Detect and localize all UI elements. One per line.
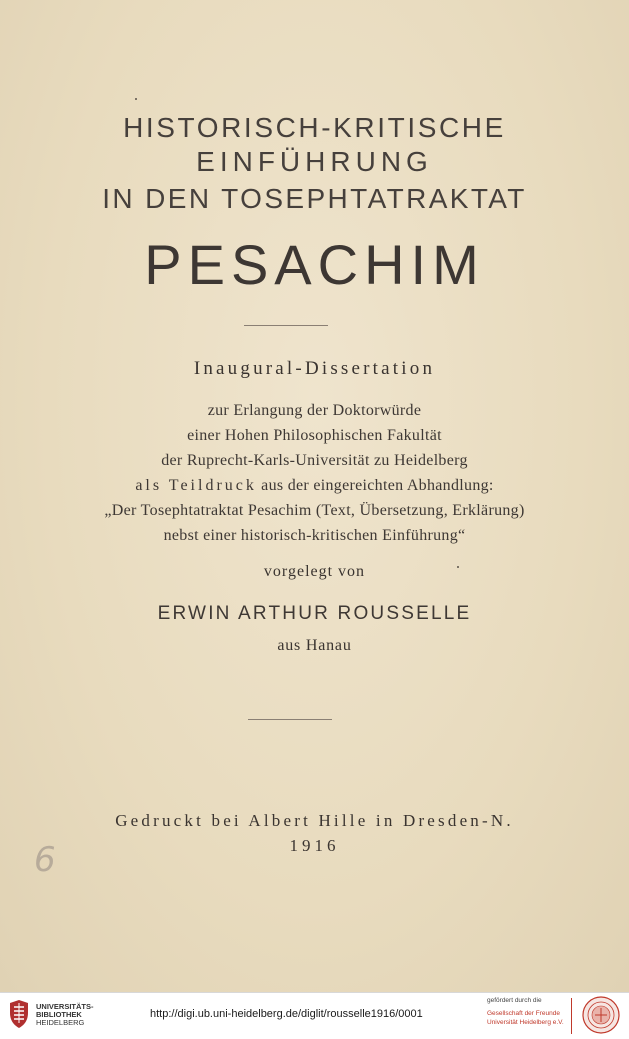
- author-origin: aus Hanau: [277, 637, 352, 654]
- library-name-line-2: BIBLIOTHEK: [36, 1010, 82, 1019]
- divider-rule-bottom: [248, 719, 332, 720]
- author-name: ERWIN ARTHUR ROUSSELLE: [157, 603, 472, 624]
- ink-speck: [457, 566, 459, 568]
- body-line-4-rest: aus der eingereichten Abhandlung:: [256, 477, 494, 494]
- publication-year: 1916: [289, 836, 340, 855]
- footer-divider: [571, 998, 572, 1034]
- presented-by: vorgelegt von: [263, 563, 366, 580]
- divider-rule-top: [244, 325, 328, 326]
- funded-by-label: gefördert durch die: [487, 997, 542, 1004]
- ink-speck: [135, 98, 137, 100]
- title-main: PESACHIM: [144, 233, 485, 296]
- body-line-4: [0, 477, 629, 495]
- library-name-line-1: UNIVERSITÄTS-: [36, 1002, 94, 1011]
- library-name: [36, 1003, 94, 1027]
- viewer-footer: [0, 992, 629, 1039]
- title-line-3: IN DEN TOSEPHTATRAKTAT: [102, 183, 527, 214]
- sponsor-name-line-2: Universität Heidelberg e.V.: [487, 1019, 564, 1026]
- body-line-6: nebst einer historisch-kritischen Einführung“: [163, 527, 466, 544]
- body-line-1: zur Erlangung der Doktorwürde: [207, 402, 422, 419]
- pencil-annotation: 6: [34, 840, 56, 880]
- body-line-5: „Der Tosephtatraktat Pesachim (Text, Übersetzung, Erklärung): [104, 502, 525, 519]
- title-line-1: HISTORISCH-KRITISCHE: [123, 112, 506, 143]
- university-seal-icon: [582, 996, 620, 1034]
- body-line-2: einer Hohen Philosophischen Fakultät: [187, 427, 442, 444]
- dissertation-label: Inaugural-Dissertation: [193, 358, 436, 379]
- university-library-logo-icon: [7, 999, 31, 1029]
- title-line-2: EINFÜHRUNG: [196, 146, 433, 177]
- sponsor-name: [487, 1009, 564, 1027]
- body-line-4-spaced: als Teildruck: [135, 477, 257, 494]
- library-name-line-3: HEIDELBERG: [36, 1018, 85, 1027]
- printer-line: Gedruckt bei Albert Hille in Dresden-N.: [115, 811, 514, 830]
- permalink-url[interactable]: http://digi.ub.uni-heidelberg.de/diglit/rousselle1916/0001: [150, 1008, 423, 1020]
- sponsor-name-line-1: Gesellschaft der Freunde: [487, 1010, 560, 1017]
- body-line-3: der Ruprecht-Karls-Universität zu Heidelberg: [161, 452, 468, 469]
